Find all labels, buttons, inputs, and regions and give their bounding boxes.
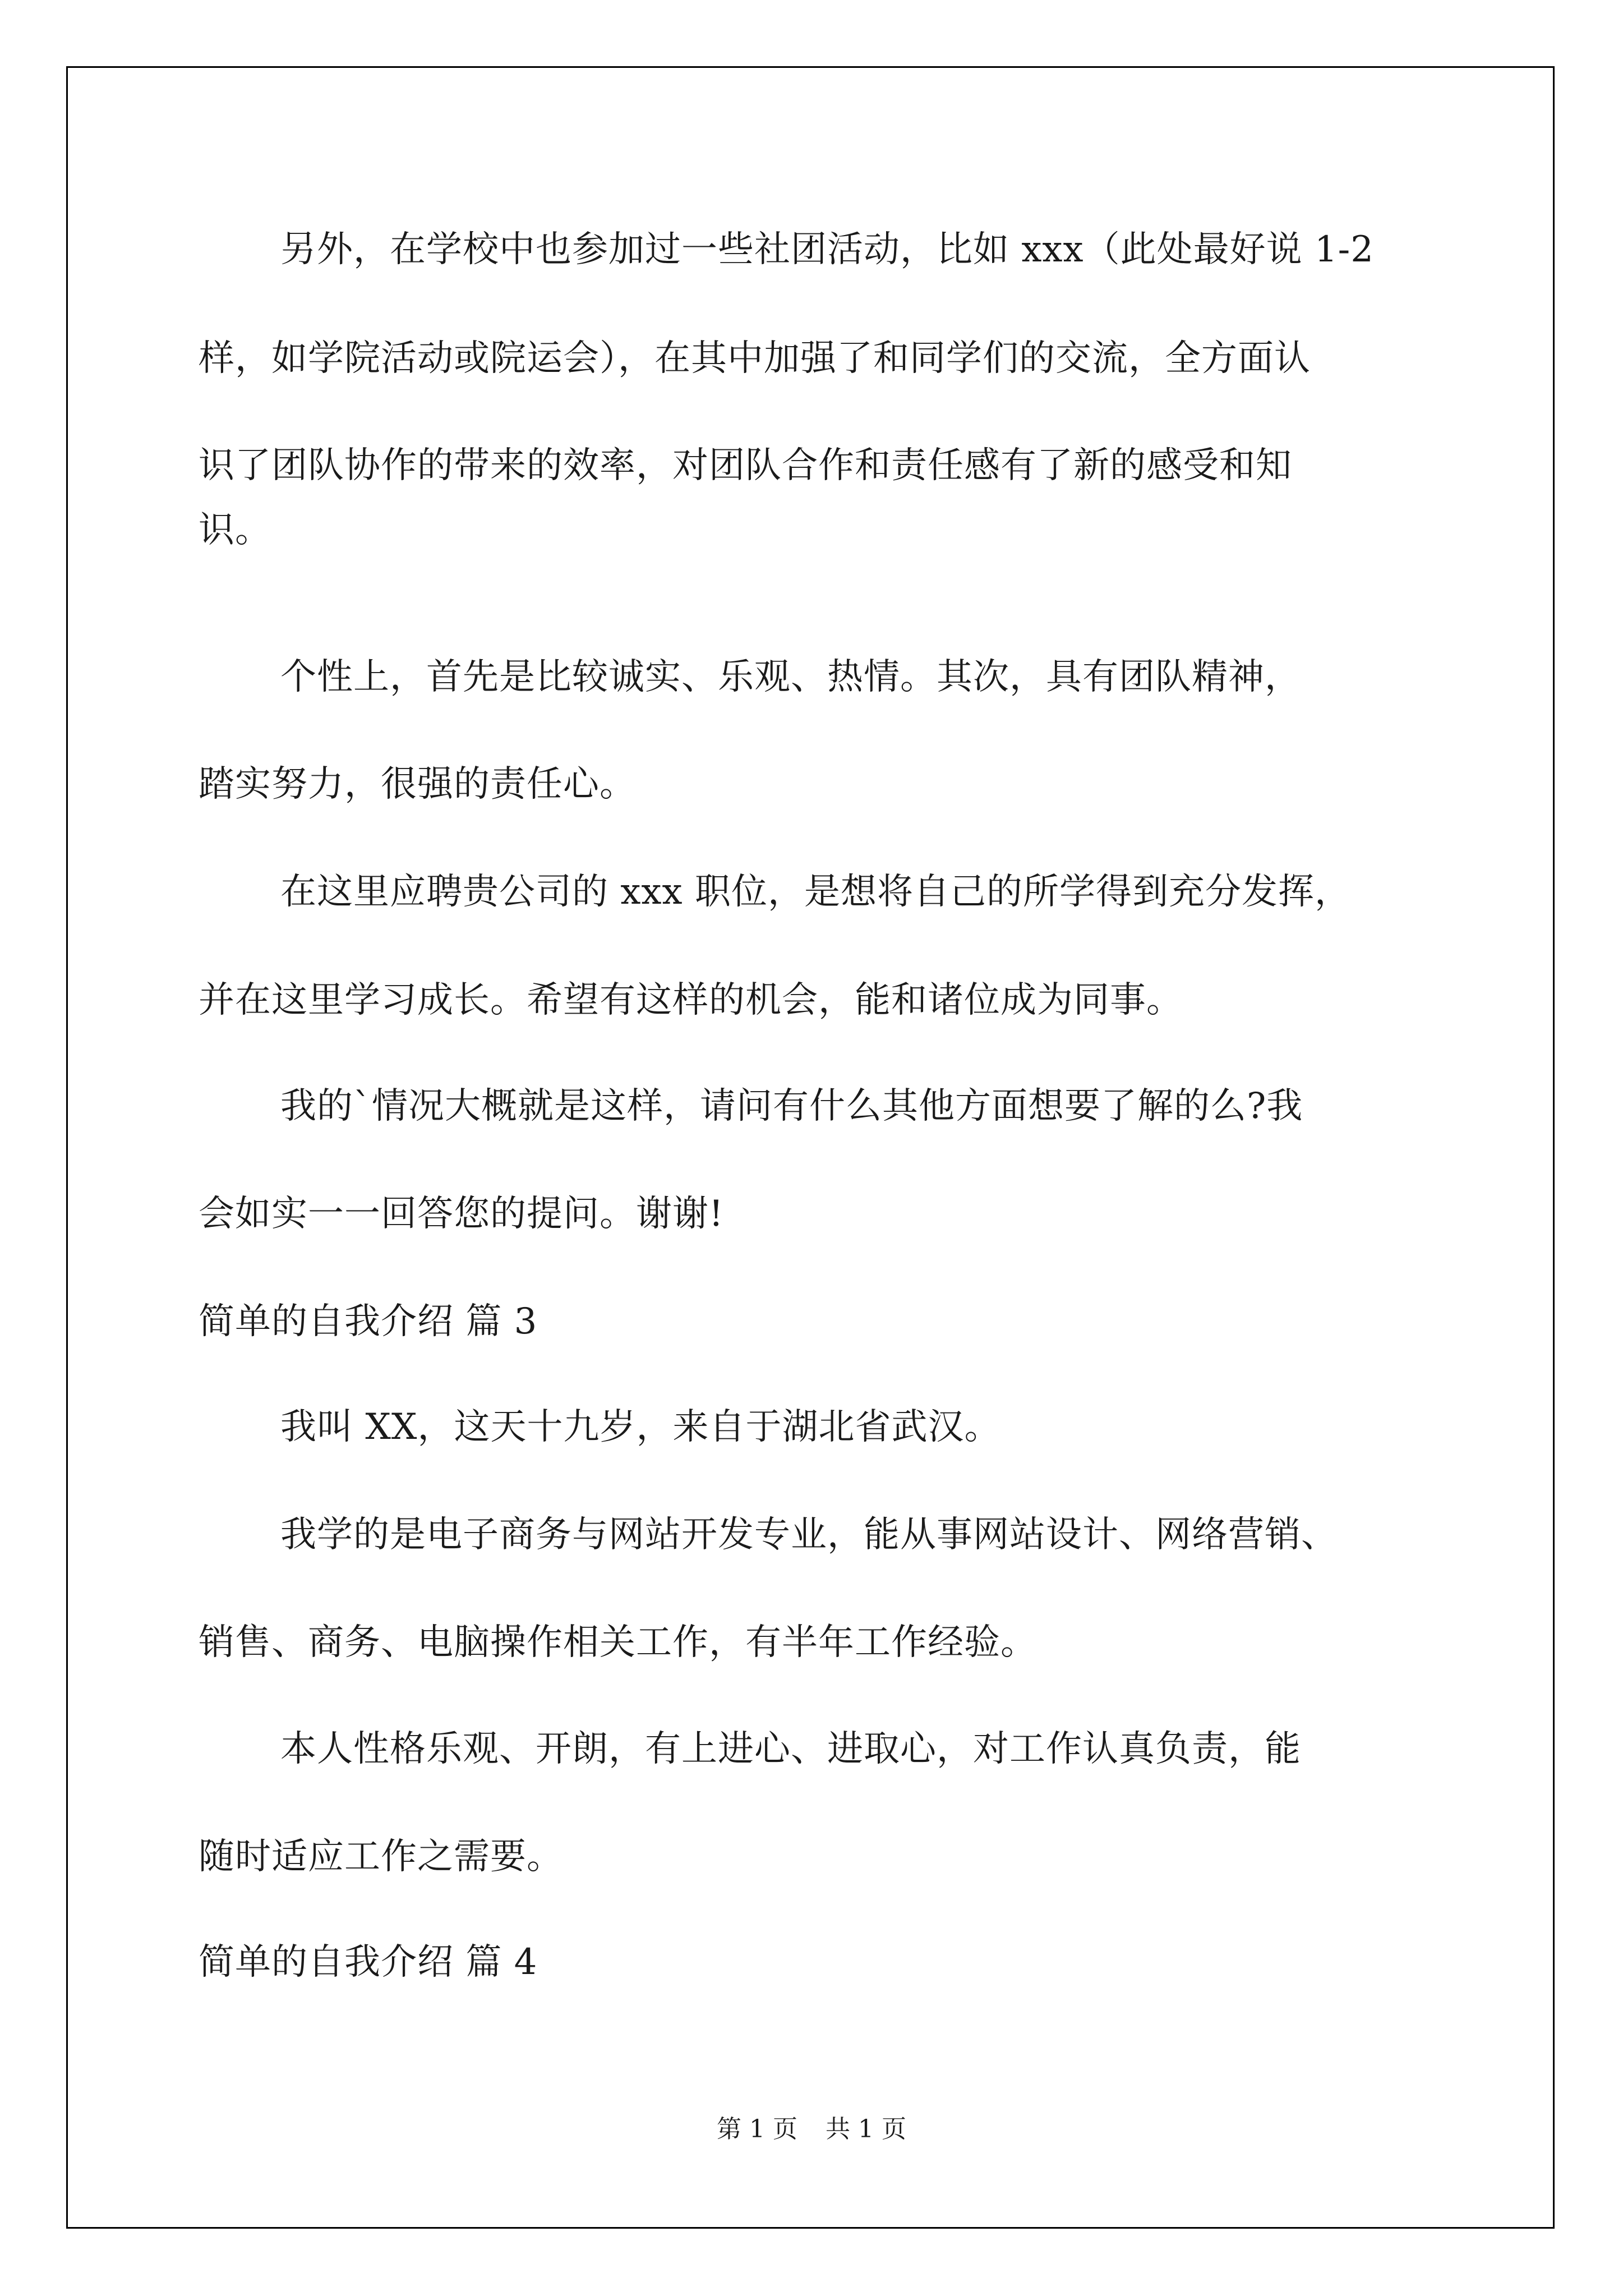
paragraph-line: 在这里应聘贵公司的 xxx 职位，是想将自己的所学得到充分发挥，	[280, 871, 1351, 913]
paragraph-line: 我的`情况大概就是这样，请问有什么其他方面想要了解的么?我	[280, 1085, 1303, 1127]
paragraph-line: 我学的是电子商务与网站开发专业，能从事网站设计、网络营销、	[280, 1514, 1338, 1556]
paragraph-line: 识了团队协作的带来的效率，对团队合作和责任感有了新的感受和知	[199, 445, 1292, 486]
paragraph-line: 并在这里学习成长。希望有这样的机会，能和诸位成为同事。	[199, 979, 1183, 1021]
section-heading: 简单的自我介绍 篇 3	[199, 1301, 538, 1342]
paragraph-line: 样，如学院活动或院运会），在其中加强了和同学们的交流，全方面认	[199, 338, 1311, 379]
paragraph-line: 踏实努力，很强的责任心。	[199, 763, 636, 805]
page-footer	[0, 2114, 1623, 2145]
section-heading: 简单的自我介绍 篇 4	[199, 1941, 538, 1983]
paragraph-line: 我叫 XX，这天十九岁，来自于湖北省武汉。	[280, 1406, 1001, 1448]
paragraph-line: 识。	[199, 509, 271, 551]
paragraph-line: 另外，在学校中也参加过一些社团活动，比如 xxx（此处最好说 1-2	[280, 229, 1375, 270]
paragraph-line: 随时适应工作之需要。	[199, 1836, 563, 1878]
current-page-number: 第 1 页	[717, 2115, 797, 2143]
paragraph-line: 本人性格乐观、开朗，有上进心、进取心，对工作认真负责，能	[280, 1728, 1301, 1770]
total-pages: 共 1 页	[826, 2115, 906, 2143]
page-border	[66, 66, 1555, 2229]
paragraph-line: 销售、商务、电脑操作相关工作，有半年工作经验。	[199, 1622, 1037, 1663]
paragraph-line: 会如实一一回答您的提问。谢谢!	[199, 1193, 724, 1235]
paragraph-line: 个性上，首先是比较诚实、乐观、热情。其次，具有团队精神，	[280, 656, 1301, 698]
